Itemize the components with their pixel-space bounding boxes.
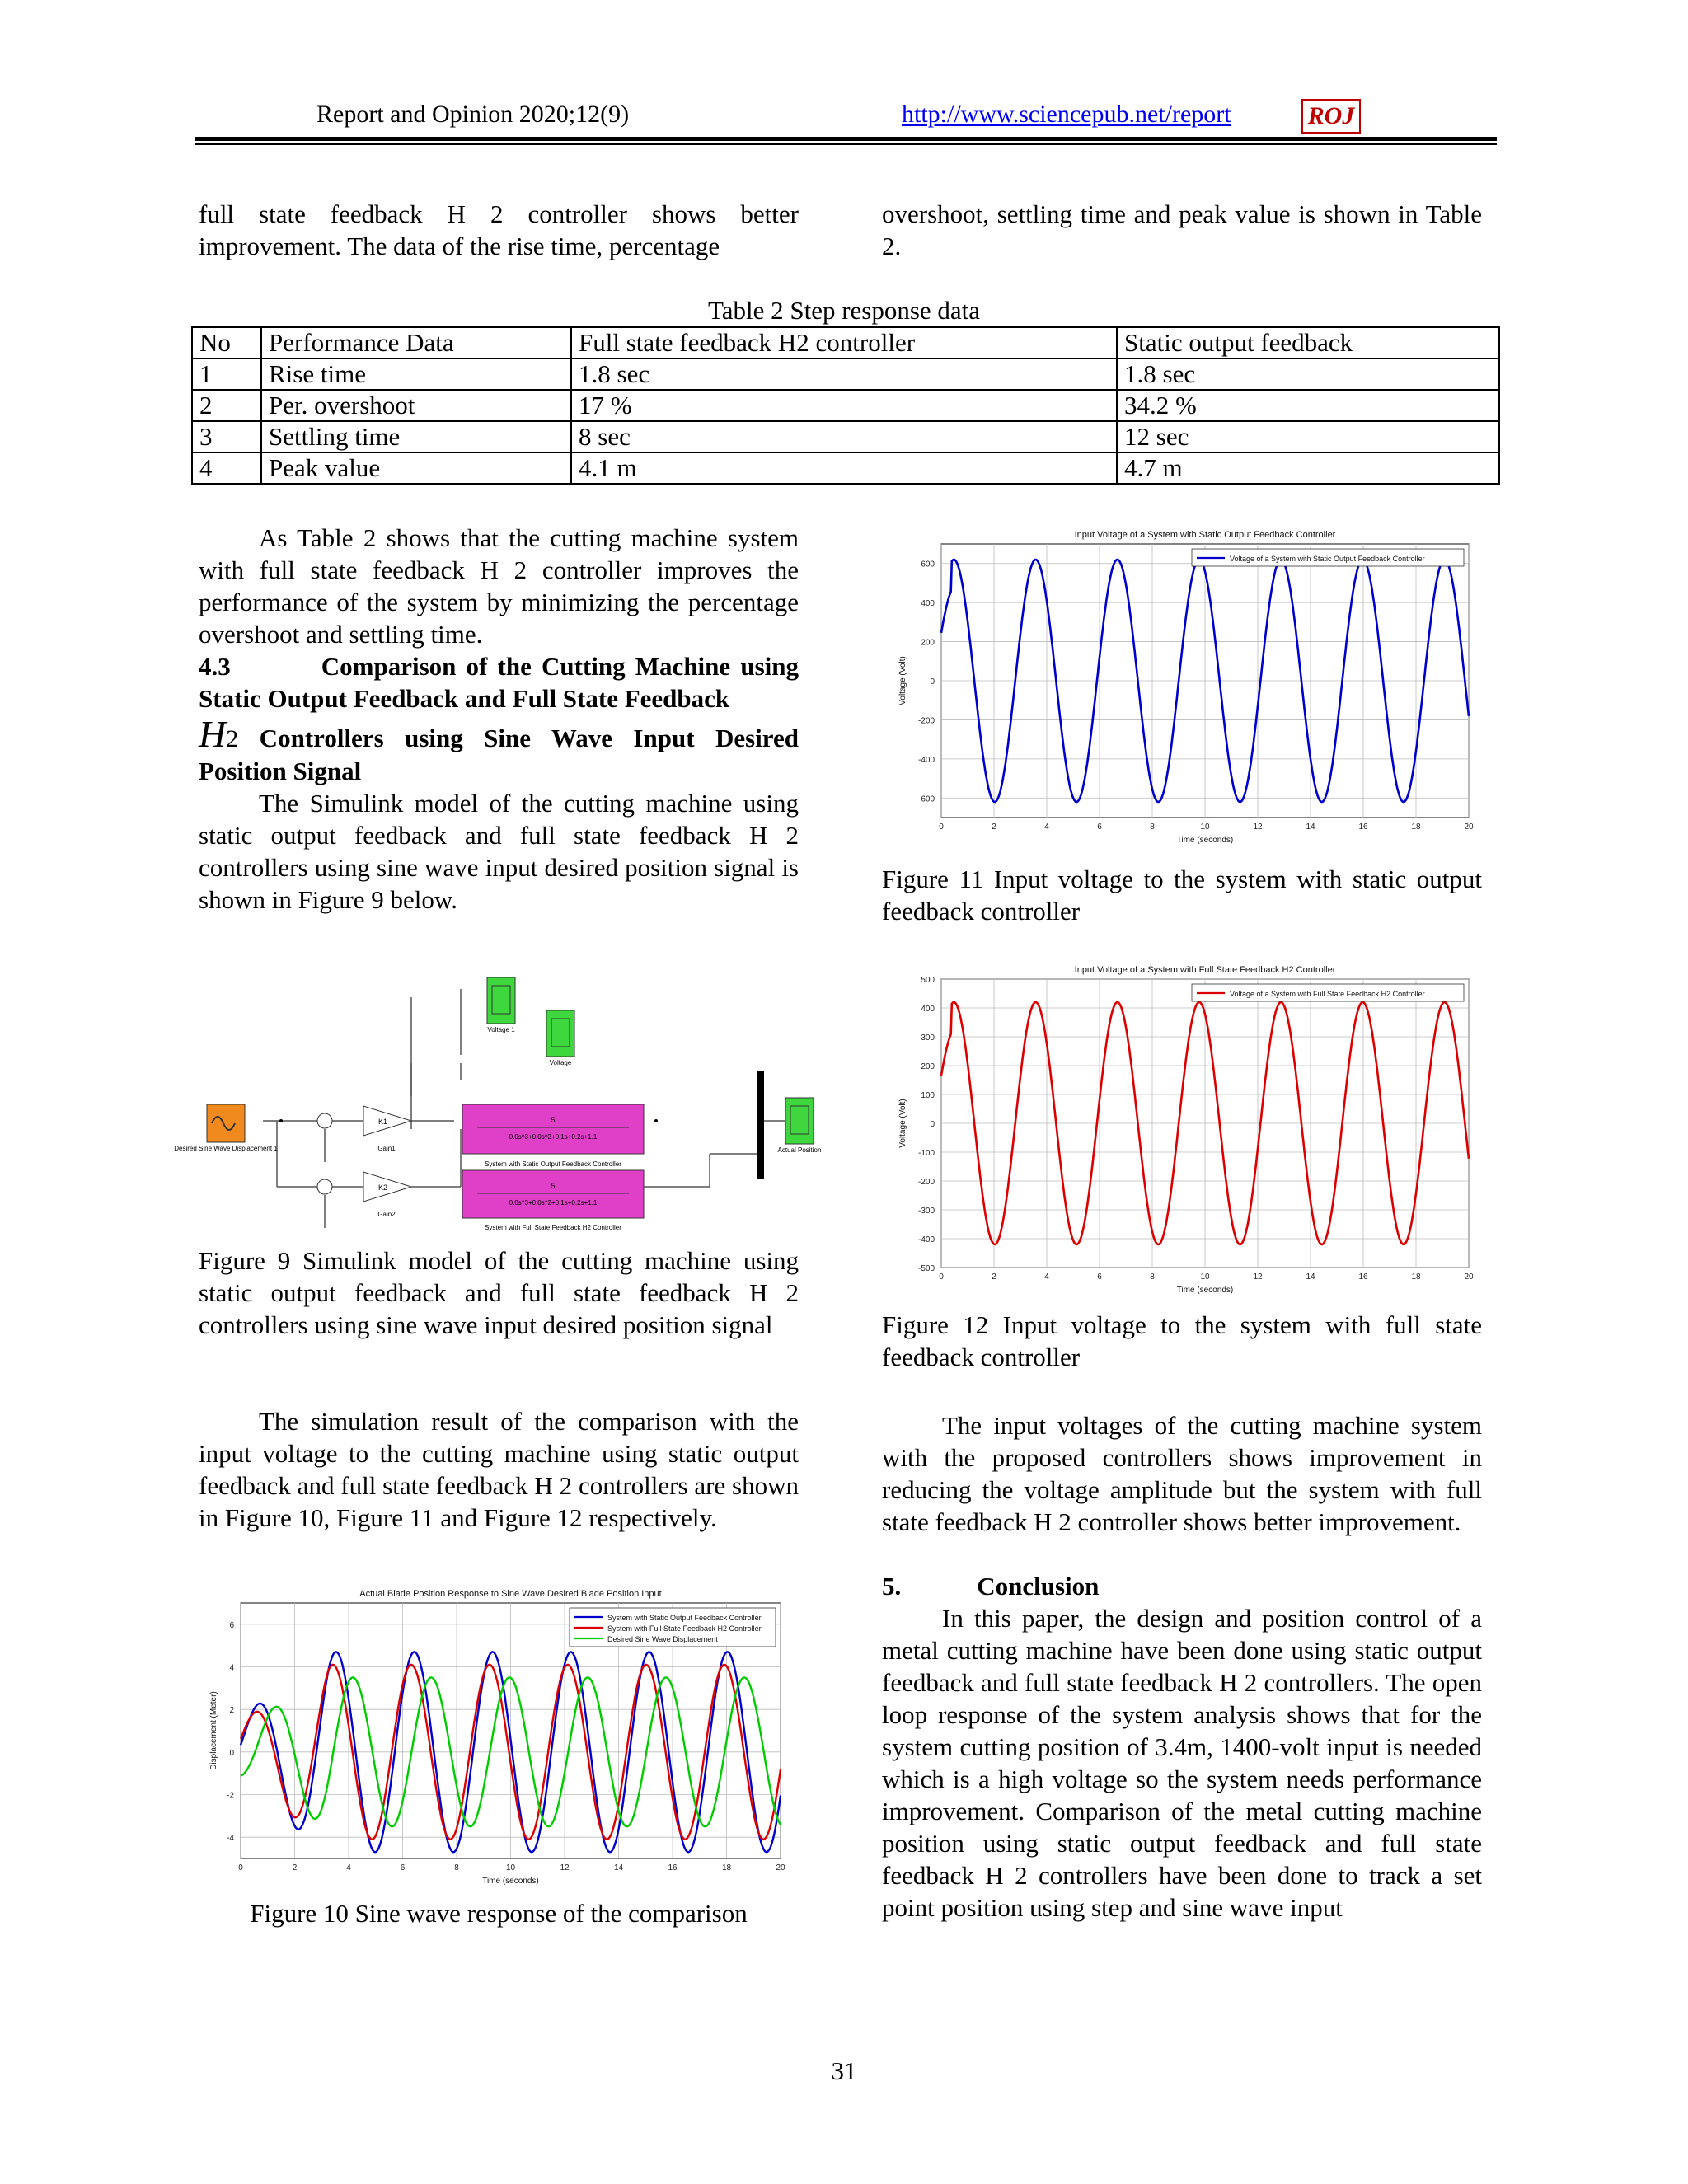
table-row — [192, 421, 1499, 452]
step-response-table — [191, 326, 1500, 485]
scope2-label: Voltage — [549, 1059, 572, 1066]
x-tick-label: 6 — [1097, 823, 1102, 832]
x-tick-label: 18 — [1411, 1272, 1421, 1282]
table-cell: 3 — [192, 421, 261, 452]
left-column-top — [199, 522, 799, 916]
y-tick-label: 100 — [921, 1091, 935, 1100]
table-row — [192, 390, 1499, 421]
intro-left: full state feedback H 2 controller shows better improvement. The data of the rise time, percentage — [199, 199, 799, 260]
x-tick-label: 2 — [292, 1863, 298, 1872]
x-axis-label: Time (seconds) — [482, 1877, 539, 1886]
x-tick-label: 12 — [1253, 823, 1263, 832]
right-column-bottom — [882, 1409, 1482, 1924]
journal-badge: ROJ — [1301, 99, 1361, 134]
legend-entry: System with Static Output Feedback Controller — [607, 1614, 762, 1622]
y-axis-label: Voltage (Volt) — [898, 1099, 907, 1148]
y-tick-label: 2 — [229, 1706, 234, 1716]
gain2-label: Gain2 — [377, 1211, 396, 1218]
section-heading-cont: H2 Controllers using Sine Wave Input Desired Position Signal — [199, 713, 799, 785]
svg-text:5: 5 — [551, 1116, 556, 1124]
legend-entry: System with Full State Feedback H2 Controller — [607, 1624, 762, 1633]
chart-title: Input Voltage of a System with Static Output Feedback Controller — [1074, 530, 1336, 540]
mux-block — [757, 1071, 764, 1179]
tf-full-state-block — [462, 1170, 644, 1218]
figure-9-simulink-model — [174, 964, 825, 1236]
y-axis-label: Displacement (Meter) — [209, 1691, 218, 1770]
table-cell: 4.1 m — [571, 452, 1117, 484]
figure-11-chart — [890, 523, 1475, 856]
figure-11-caption: Figure 11 Input voltage to the system with static output feedback controller — [882, 865, 1482, 926]
table-header-cell: Static output feedback — [1117, 327, 1499, 359]
figure-12-chart — [890, 958, 1475, 1308]
x-tick-label: 10 — [1200, 1272, 1210, 1282]
journal-url[interactable]: http://www.sciencepub.net/report — [902, 101, 1231, 128]
table-header-cell: Full state feedback H2 controller — [571, 327, 1117, 359]
x-axis-label: Time (seconds) — [1176, 1286, 1234, 1295]
x-tick-label: 20 — [1464, 823, 1474, 832]
x-tick-label: 12 — [560, 1863, 570, 1872]
table-cell: 4 — [192, 452, 261, 484]
x-tick-label: 10 — [505, 1863, 516, 1872]
y-tick-label: -4 — [227, 1834, 234, 1844]
y-tick-label: 600 — [921, 560, 935, 569]
gain1-label: Gain1 — [377, 1145, 396, 1152]
y-tick-label: -400 — [917, 1235, 935, 1244]
x-tick-label: 20 — [1464, 1272, 1474, 1282]
section-heading-4-3: 4.3 Comparison of the Cutting Machine using Static Output Feedback and Full State Feedback — [199, 652, 799, 713]
x-tick-label: 14 — [1306, 823, 1315, 832]
table-cell: 2 — [192, 390, 261, 421]
y-tick-label: 0 — [930, 1120, 935, 1129]
x-tick-label: 8 — [1150, 823, 1155, 832]
figure-12-caption: Figure 12 Input voltage to the system with full state feedback controller — [882, 1310, 1482, 1371]
x-tick-label: 6 — [400, 1863, 406, 1872]
chart-title: Input Voltage of a System with Full State Feedback H2 Controller — [1074, 965, 1336, 975]
x-tick-label: 20 — [776, 1863, 785, 1872]
y-tick-label: -200 — [917, 1178, 935, 1187]
y-tick-label: 0 — [229, 1748, 234, 1758]
journal-title: Report and Opinion 2020;12(9) — [316, 101, 630, 128]
svg-text:0.0s^3+0.0s^2+0.1s+0.2s+1.1: 0.0s^3+0.0s^2+0.1s+0.2s+1.1 — [509, 1133, 598, 1141]
table-header-cell: No — [192, 327, 261, 359]
x-tick-label: 16 — [668, 1863, 678, 1872]
table-header-cell: Performance Data — [261, 327, 571, 359]
y-tick-label: -200 — [917, 716, 935, 726]
sine-source-label: Desired Sine Wave Displacement 1 — [174, 1145, 278, 1152]
scope-voltage — [546, 1010, 574, 1057]
y-tick-label: -300 — [917, 1207, 935, 1216]
table-cell: Settling time — [261, 421, 571, 452]
y-tick-label: 6 — [229, 1620, 234, 1630]
paragraph: As Table 2 shows that the cutting machine system with full state feedback H 2 controller improves the performance of the system by minimizing the percentage overshoot and settling time. — [199, 523, 799, 649]
table-cell: 17 % — [571, 390, 1117, 421]
table-cell: Rise time — [261, 359, 571, 390]
chart-title: Actual Blade Position Response to Sine Wave Desired Blade Position Input — [359, 1589, 662, 1599]
x-tick-label: 4 — [1044, 1272, 1049, 1282]
table-cell: Peak value — [261, 452, 571, 484]
intro-right: overshoot, settling time and peak value is shown in Table 2. — [882, 199, 1482, 260]
x-tick-label: 16 — [1358, 1272, 1368, 1282]
left-paragraph-3: The simulation result of the comparison with the input voltage to the cutting machine using static output feedback and full state feedback H 2 controllers are shown in Figure 10, Figure 11 and Figure 12 respectively. — [199, 1407, 799, 1532]
y-tick-label: 500 — [921, 976, 935, 985]
svg-text:5: 5 — [551, 1182, 556, 1190]
x-tick-label: 8 — [1150, 1272, 1155, 1282]
table-row — [192, 359, 1499, 390]
table-cell: 4.7 m — [1117, 452, 1499, 484]
scope1-label: Voltage 1 — [487, 1026, 515, 1033]
y-tick-label: 200 — [921, 638, 935, 648]
x-tick-label: 12 — [1253, 1272, 1263, 1282]
legend-entry: Voltage of a System with Full State Feedback H2 Controller — [1230, 990, 1425, 998]
x-tick-label: 16 — [1358, 823, 1368, 832]
x-tick-label: 8 — [454, 1863, 459, 1872]
paragraph: In this paper, the design and position control of a metal cutting machine have been done using static output feedback and full state feedback H 2 controllers. The open loop response of the system analysis shows that for the system cutting position of 3.4m, 1400-volt input is needed which is a high voltage so the system needs performance improvement. Comparison of the metal cutting machine position using static output feedback and full state feedback H 2 controllers have been done to track a set point position using step and sine wave input — [882, 1604, 1482, 1922]
tf-static-output-block — [462, 1104, 644, 1154]
y-tick-label: -2 — [227, 1791, 234, 1801]
figure-9-caption: Figure 9 Simulink model of the cutting machine using static output feedback and full state feedback H 2 controllers using sine wave input desired position signal — [199, 1246, 799, 1339]
x-tick-label: 4 — [346, 1863, 351, 1872]
x-tick-label: 2 — [992, 1272, 996, 1282]
y-tick-label: -400 — [917, 755, 935, 765]
scope-voltage-1 — [487, 977, 515, 1024]
y-tick-label: 4 — [229, 1663, 234, 1673]
x-tick-label: 18 — [721, 1863, 732, 1872]
svg-text:0.0s^3+0.0s^2+0.1s+0.2s+1.1: 0.0s^3+0.0s^2+0.1s+0.2s+1.1 — [509, 1199, 598, 1207]
section-heading-5: 5. Conclusion — [882, 1572, 1100, 1601]
x-tick-label: 18 — [1411, 823, 1421, 832]
x-tick-label: 0 — [939, 823, 944, 832]
x-tick-label: 0 — [939, 1272, 944, 1282]
x-tick-label: 2 — [992, 823, 996, 832]
y-tick-label: 400 — [921, 599, 935, 609]
y-tick-label: -500 — [917, 1264, 935, 1273]
table-header-row — [192, 327, 1499, 359]
paragraph: The Simulink model of the cutting machine using static output feedback and full state feedback H 2 controllers using sine wave input desired position signal is shown in Figure 9 below. — [199, 789, 799, 914]
x-tick-label: 0 — [238, 1863, 243, 1872]
gain2-value: K2 — [378, 1183, 388, 1192]
y-tick-label: -600 — [917, 794, 935, 804]
y-tick-label: 400 — [921, 1005, 935, 1014]
page-number: 31 — [831, 2056, 857, 2085]
table-cell: 12 sec — [1117, 421, 1499, 452]
legend-entry: Voltage of a System with Static Output Feedback Controller — [1230, 555, 1425, 563]
x-tick-label: 10 — [1200, 823, 1210, 832]
scope3-label: Actual Position — [777, 1146, 822, 1154]
x-tick-label: 14 — [613, 1863, 624, 1872]
table-cell: Per. overshoot — [261, 390, 571, 421]
tf1-label: System with Static Output Feedback Controller — [485, 1160, 621, 1168]
legend-entry: Desired Sine Wave Displacement — [607, 1635, 718, 1643]
header-rule-thin — [195, 143, 1497, 145]
tf2-label: System with Full State Feedback H2 Controller — [485, 1224, 621, 1231]
x-tick-label: 4 — [1044, 823, 1049, 832]
y-axis-label: Voltage (Volt) — [898, 656, 907, 705]
table-cell: 1 — [192, 359, 261, 390]
figure-10-chart — [206, 1586, 783, 1891]
x-tick-label: 6 — [1097, 1272, 1102, 1282]
y-tick-label: -100 — [917, 1149, 935, 1158]
table-caption: Table 2 Step response data — [707, 296, 981, 325]
x-tick-label: 14 — [1306, 1272, 1315, 1282]
header-rule — [195, 137, 1497, 141]
x-axis-label: Time (seconds) — [1176, 836, 1234, 845]
table-cell: 1.8 sec — [571, 359, 1117, 390]
table-cell: 8 sec — [571, 421, 1117, 452]
figure-10-caption: Figure 10 Sine wave response of the comparison — [250, 1899, 748, 1928]
table-cell: 1.8 sec — [1117, 359, 1499, 390]
y-tick-label: 300 — [921, 1033, 935, 1043]
paragraph: The input voltages of the cutting machine system with the proposed controllers shows improvement in reducing the voltage amplitude but the system with full state feedback H 2 controller shows better improvement. — [882, 1411, 1482, 1536]
y-tick-label: 0 — [930, 677, 935, 687]
table-cell: 34.2 % — [1117, 390, 1499, 421]
y-tick-label: 200 — [921, 1062, 935, 1071]
table-row — [192, 452, 1499, 484]
gain1-value: K1 — [378, 1118, 388, 1126]
scope-actual-position — [785, 1098, 814, 1144]
